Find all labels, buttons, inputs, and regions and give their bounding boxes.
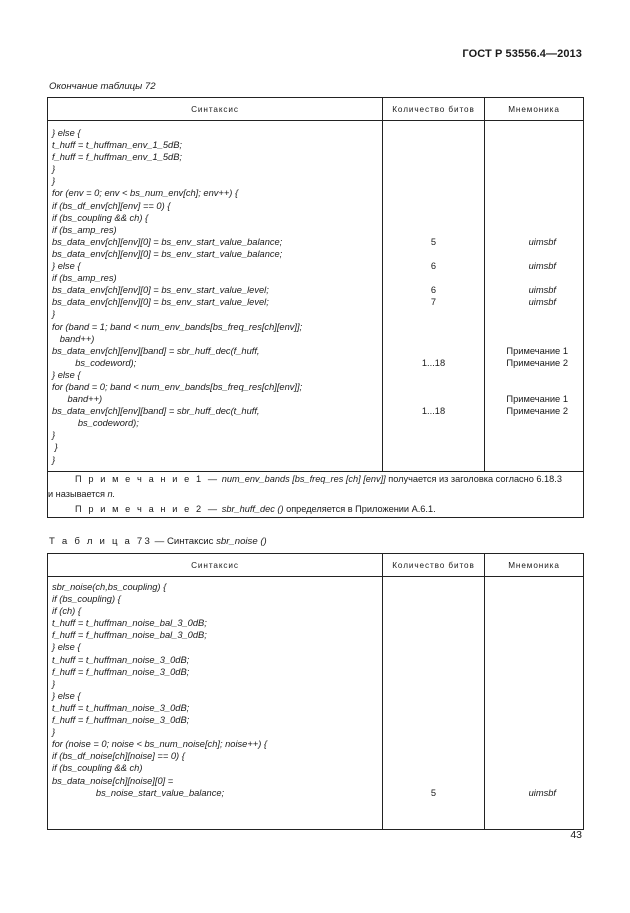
mnemonic-value xyxy=(485,369,583,381)
bits-value xyxy=(383,248,484,260)
mnemonic-value xyxy=(485,151,583,163)
syntax-line: bs_codeword); xyxy=(52,357,137,368)
mnemonic-value xyxy=(485,224,583,236)
table73-body-row xyxy=(48,577,584,830)
syntax-cell xyxy=(48,577,383,830)
mnemonic-value: Примечание 2 xyxy=(506,406,568,417)
table73-header-row xyxy=(48,554,584,577)
mnemonic-value xyxy=(485,429,583,441)
bits-value xyxy=(383,666,484,678)
syntax-line: } xyxy=(52,678,56,689)
syntax-line: band++) xyxy=(52,394,103,405)
bits-value xyxy=(383,369,484,381)
syntax-line: f_huff = f_huffman_env_1_5dB; xyxy=(52,152,182,163)
table72-notes-row xyxy=(48,471,584,517)
bits-value xyxy=(383,654,484,666)
bits-value xyxy=(383,641,484,653)
bits-value xyxy=(383,127,484,139)
mnemonic-value xyxy=(485,441,583,453)
syntax-line: sbr_noise(ch,bs_coupling) { xyxy=(52,582,167,592)
bits-value xyxy=(383,308,484,320)
bits-cell xyxy=(383,577,485,830)
syntax-line: if (bs_df_env[ch][env] == 0) { xyxy=(52,200,171,211)
table73-caption-label: Т а б л и ц а 73 xyxy=(49,536,153,547)
syntax-line: for (band = 1; band < num_env_bands[bs_freq_res[ch][env]]; xyxy=(52,321,303,332)
bits-value: 6 xyxy=(430,285,437,296)
syntax-line: if (ch) { xyxy=(52,606,81,617)
column-header-mnemonic: Мнемоника xyxy=(485,554,584,577)
mnemonic-value xyxy=(485,272,583,284)
syntax-line: f_huff = f_huffman_noise_bal_3_0dB; xyxy=(52,630,207,641)
mnemonic-value xyxy=(485,127,583,139)
syntax-line: for (band = 0; band < num_env_bands[bs_freq_res[ch][env]]; xyxy=(52,381,303,392)
column-header-syntax: Синтаксис xyxy=(48,554,383,577)
syntax-line: if (bs_df_noise[ch][noise] == 0) { xyxy=(52,751,185,762)
bits-value xyxy=(383,272,484,284)
bits-value xyxy=(383,762,484,774)
note-2-label: П р и м е ч а н и е 2 — xyxy=(75,503,220,514)
mnemonic-value xyxy=(485,321,583,333)
mnemonic-value xyxy=(485,617,583,629)
mnemonic-cell xyxy=(485,121,584,472)
table-73 xyxy=(47,553,584,830)
bits-cell xyxy=(383,121,485,472)
mnemonic-value xyxy=(485,605,583,617)
mnemonic-value: uimsbf xyxy=(528,261,556,272)
syntax-line: t_huff = t_huffman_env_1_5dB; xyxy=(52,140,182,151)
column-header-mnemonic: Мнемоника xyxy=(485,98,584,121)
column-header-bits: Количество битов xyxy=(383,98,485,121)
syntax-line: t_huff = t_huffman_noise_bal_3_0dB; xyxy=(52,618,207,629)
bits-value xyxy=(383,139,484,151)
bits-value xyxy=(383,345,484,357)
syntax-line: if (bs_coupling) { xyxy=(52,594,121,605)
mnemonic-value xyxy=(485,163,583,175)
syntax-line: } else { xyxy=(52,261,81,272)
mnemonic-value xyxy=(485,738,583,750)
table72-header-row xyxy=(48,98,584,121)
syntax-line: bs_codeword); xyxy=(52,418,139,429)
syntax-line: if (bs_amp_res) xyxy=(52,224,117,235)
bits-value xyxy=(383,381,484,393)
bits-value xyxy=(383,714,484,726)
bits-value xyxy=(383,175,484,187)
bits-value xyxy=(383,429,484,441)
table-72 xyxy=(47,97,584,518)
bits-value xyxy=(383,617,484,629)
syntax-line: t_huff = t_huffman_noise_3_0dB; xyxy=(52,702,190,713)
mnemonic-value: uimsbf xyxy=(528,787,556,798)
mnemonic-value xyxy=(485,666,583,678)
bits-value xyxy=(383,593,484,605)
table73-caption-term: sbr_noise () xyxy=(216,536,267,547)
mnemonic-value xyxy=(485,775,583,787)
mnemonic-value xyxy=(485,654,583,666)
mnemonic-value: uimsbf xyxy=(528,236,556,247)
mnemonic-value xyxy=(485,248,583,260)
page-number: 43 xyxy=(570,829,582,841)
syntax-line: } xyxy=(52,442,58,453)
bits-value xyxy=(383,441,484,453)
mnemonic-value xyxy=(485,200,583,212)
syntax-line: band++) xyxy=(52,333,95,344)
note-2-text: определяется в Приложении А.6.1. xyxy=(286,503,436,514)
mnemonic-value xyxy=(485,726,583,738)
note-2 xyxy=(48,502,583,517)
bits-value xyxy=(383,702,484,714)
table72-caption xyxy=(49,81,156,92)
table72-notes xyxy=(48,471,584,517)
syntax-line: } else { xyxy=(52,642,81,653)
table73-caption-dash: — Синтаксис xyxy=(152,536,217,547)
mnemonic-value xyxy=(485,641,583,653)
mnemonic-value xyxy=(485,690,583,702)
syntax-line: bs_data_env[ch][env][0] = bs_env_start_value_level; xyxy=(52,297,269,308)
note-1 xyxy=(48,472,583,487)
bits-value xyxy=(383,187,484,199)
bits-value xyxy=(383,200,484,212)
mnemonic-value xyxy=(485,417,583,429)
mnemonic-value: uimsbf xyxy=(528,285,556,296)
mnemonic-value xyxy=(485,333,583,345)
syntax-line: if (bs_amp_res) xyxy=(52,273,117,284)
table72-caption-text: Окончание таблицы 72 xyxy=(49,81,156,92)
table72-body-row xyxy=(48,121,584,472)
note-1-label: П р и м е ч а н и е 1 — xyxy=(75,473,220,484)
mnemonic-value xyxy=(485,187,583,199)
note-1-continuation xyxy=(48,487,583,502)
syntax-line: } else { xyxy=(52,369,81,380)
bits-value xyxy=(383,690,484,702)
syntax-line: } xyxy=(52,454,56,465)
bits-value xyxy=(383,678,484,690)
syntax-line: } xyxy=(52,309,56,320)
mnemonic-value xyxy=(485,593,583,605)
syntax-line: bs_data_env[ch][env][band] = sbr_huff_dec(f_huff, xyxy=(52,345,260,356)
syntax-line: if (bs_coupling && ch) xyxy=(52,763,143,774)
bits-value xyxy=(383,212,484,224)
bits-value xyxy=(383,629,484,641)
mnemonic-value xyxy=(485,762,583,774)
mnemonic-value xyxy=(485,212,583,224)
syntax-line: bs_noise_start_value_balance; xyxy=(52,787,225,798)
bits-value xyxy=(383,417,484,429)
mnemonic-value: uimsbf xyxy=(528,297,556,308)
syntax-line: } xyxy=(52,176,56,187)
syntax-line: bs_data_env[ch][env][0] = bs_env_start_value_balance; xyxy=(52,248,283,259)
syntax-line: } xyxy=(52,164,56,175)
mnemonic-value: Примечание 1 xyxy=(506,345,568,356)
bits-value: 5 xyxy=(430,787,437,798)
note-1-text: получается из заголовка согласно 6.18.3 xyxy=(388,473,562,484)
table73-caption xyxy=(49,536,267,547)
bits-value xyxy=(383,454,484,466)
syntax-cell xyxy=(48,121,383,472)
mnemonic-value xyxy=(485,750,583,762)
mnemonic-value xyxy=(485,702,583,714)
mnemonic-value xyxy=(485,139,583,151)
syntax-line: } xyxy=(52,727,56,738)
note-1-var: n. xyxy=(107,488,116,499)
syntax-line: if (bs_coupling && ch) { xyxy=(52,212,149,223)
syntax-line: } else { xyxy=(52,128,81,138)
mnemonic-value xyxy=(485,581,583,593)
mnemonic-value xyxy=(485,381,583,393)
bits-value xyxy=(383,726,484,738)
mnemonic-value xyxy=(485,714,583,726)
syntax-line: t_huff = t_huffman_noise_3_0dB; xyxy=(52,654,190,665)
bits-value: 1...18 xyxy=(421,357,446,368)
mnemonic-value xyxy=(485,678,583,690)
bits-value xyxy=(383,333,484,345)
bits-value xyxy=(383,321,484,333)
note-2-term: sbr_huff_dec () xyxy=(221,503,284,514)
bits-value xyxy=(383,224,484,236)
syntax-line: f_huff = f_huffman_noise_3_0dB; xyxy=(52,715,190,726)
syntax-line: bs_data_env[ch][env][0] = bs_env_start_value_level; xyxy=(52,285,269,296)
syntax-line: for (env = 0; env < bs_num_env[ch]; env++) { xyxy=(52,188,239,199)
bits-value xyxy=(383,163,484,175)
mnemonic-value xyxy=(485,308,583,320)
standard-number: ГОСТ Р 53556.4—2013 xyxy=(462,48,582,60)
bits-value: 5 xyxy=(430,236,437,247)
bits-value: 7 xyxy=(430,297,437,308)
mnemonic-cell xyxy=(485,577,584,830)
syntax-line: } else { xyxy=(52,690,81,701)
syntax-line: bs_data_env[ch][env][band] = sbr_huff_dec(t_huff, xyxy=(52,406,260,417)
bits-value xyxy=(383,750,484,762)
bits-value xyxy=(383,605,484,617)
syntax-line: } xyxy=(52,430,56,441)
mnemonic-value xyxy=(485,629,583,641)
mnemonic-value xyxy=(485,175,583,187)
syntax-line: bs_data_env[ch][env][0] = bs_env_start_value_balance; xyxy=(52,236,283,247)
bits-value: 1...18 xyxy=(421,406,446,417)
bits-value xyxy=(383,393,484,405)
bits-value xyxy=(383,581,484,593)
column-header-syntax: Синтаксис xyxy=(48,98,383,121)
column-header-bits: Количество битов xyxy=(383,554,485,577)
bits-value xyxy=(383,738,484,750)
syntax-line: bs_data_noise[ch][noise][0] = xyxy=(52,775,174,786)
mnemonic-value xyxy=(485,454,583,466)
bits-value xyxy=(383,151,484,163)
bits-value: 6 xyxy=(430,261,437,272)
note-1-term: num_env_bands [bs_freq_res [ch] [env]] xyxy=(221,473,386,484)
mnemonic-value: Примечание 2 xyxy=(506,357,568,368)
bits-value xyxy=(383,775,484,787)
note-1-cont-text: и называется xyxy=(48,488,105,499)
mnemonic-value: Примечание 1 xyxy=(506,394,568,405)
syntax-line: f_huff = f_huffman_noise_3_0dB; xyxy=(52,666,190,677)
syntax-line: for (noise = 0; noise < bs_num_noise[ch]; noise++) { xyxy=(52,739,267,750)
